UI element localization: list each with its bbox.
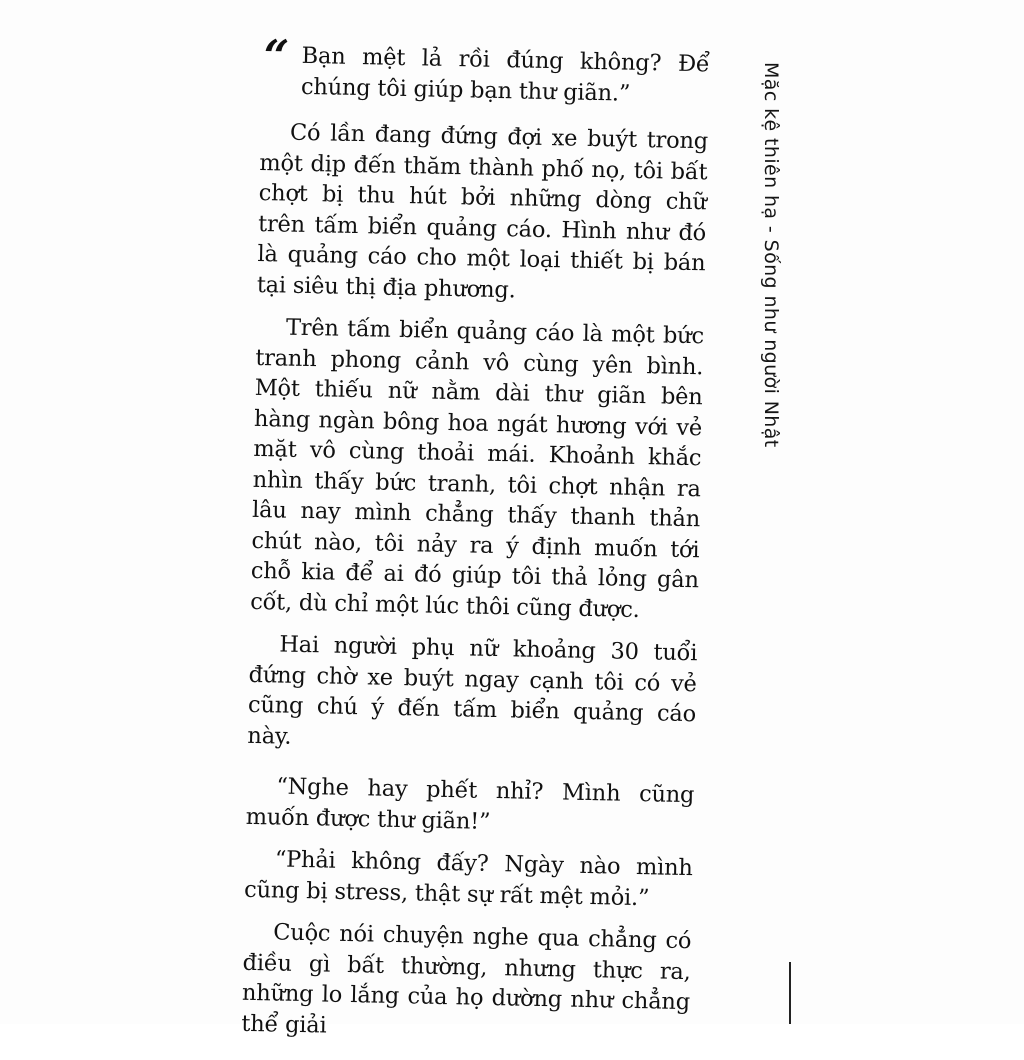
page-edge-line	[789, 962, 791, 1024]
paragraph-1-text: Bạn mệt lả rồi đúng không? Để chúng tôi giúp bạn thư giãn.”	[300, 42, 710, 107]
opening-quote-mark: “	[263, 31, 290, 83]
paragraph-5: “Nghe hay phết nhỉ? Mình cũng muốn được thư giãn!”	[245, 773, 695, 835]
body-text	[241, 31, 710, 1060]
running-title: Mặc kệ thiên hạ - Sống như người Nhật	[760, 62, 782, 448]
paragraph-2: Có lần đang đứng đợi xe buýt trong một dịp đến thăm thành phố nọ, tôi bất chợt bị thu hút bởi những dòng chữ trên tấm biển quảng cáo. Hình như đó là quảng cáo cho một loại thiết bị bán tại siêu thị địa phương.	[256, 119, 709, 303]
paragraph-4: Hai người phụ nữ khoảng 30 tuổi đứng chờ xe buýt ngay cạnh tôi có vẻ cũng chú ý đến tấm biển quảng cáo này.	[247, 631, 698, 750]
paragraph-6: “Phải không đấy? Ngày nào mình cũng bị stress, thật sự rất mệt mỏi.”	[243, 846, 694, 911]
paragraph-3: Trên tấm biển quảng cáo là một bức tranh phong cảnh vô cùng yên bình. Một thiếu nữ nằm dài thư giãn bên hàng ngàn bông hoa ngát hương với vẻ mặt vô cùng thoải mái. Khoảnh khắc nhìn thấy bức tranh, tôi chợt nhận ra lâu nay mình chẳng thấy thanh thản chút nào, tôi nảy ra ý định muốn tới chỗ kia để ai đó giúp tôi thả lỏng gân cốt, dù chỉ một lúc thôi cũng được.	[249, 314, 705, 623]
opening-paragraph	[261, 31, 710, 110]
paragraph-7: Cuộc nói chuyện nghe qua chẳng có điều gì bất thường, nhưng thực ra, những lo lắng của họ dường như chẳng thể giải	[241, 919, 692, 1039]
